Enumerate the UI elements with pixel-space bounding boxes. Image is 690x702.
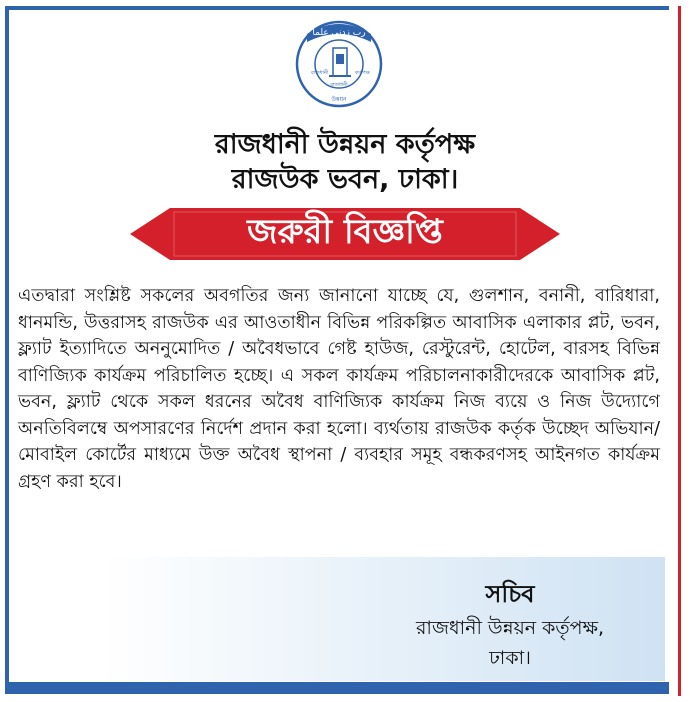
emblem-script: رب زدني علما	[312, 28, 366, 38]
signatory-city: ঢাকা।	[489, 647, 531, 669]
frame-bottom-strip	[5, 682, 669, 694]
organization-address: রাজউক ভবন, ঢাকা।	[231, 164, 459, 195]
emblem-bottom-label: উন্নয়ন	[331, 96, 347, 103]
signatory-title: সচিব	[485, 580, 535, 608]
red-margin-rule	[678, 6, 681, 696]
emblem-ring-left: রাজধানী	[311, 70, 329, 76]
banner-title: জরুরী বিজ্ঞপ্তি	[247, 211, 443, 252]
notice-body: এতদ্বারা সংশ্লিষ্ট সকলের অবগতির জন্য জানানো যাচ্ছে যে, গুলশান, বনানী, বারিধারা, ধানমন্ডি, উত্তরাসহ রাজউক এর আওতাধীন বিভিন্ন পরিকল্পিত আবাসিক এলাকার প্লট, ভবন, ফ্ল্যাট ইত্যাদিতে অননুমোদিত / অবৈধভাবে গেষ্ট হাউজ, রেস্টুরেন্ট, হোটেল, বারসহ বিভিন্ন বাণিজ্যিক কার্যক্রম পরিচালিত হচ্ছে। এ সকল কার্যক্রম পরিচালনাকারীদেরকে আবাসিক প্লট, ভবন, ফ্ল্যাট থেকে সকল ধরনের অবৈধ বাণিজ্যিক কার্যক্রম নিজ ব্যয়ে ও নিজ উদ্যোগে অনতিবিলম্বে অপসারণের নির্দেশ প্রদান করা হলো। ব্যর্থতায় রাজউক কর্তৃক উচ্ছেদ অভিযান/মোবাইল কোর্টের মাধ্যমে উক্ত অবৈধ স্থাপনা / ব্যবহার সমূহ বন্ধকরণসহ আইনগত কার্যক্রম গ্রহণ করা হবে।	[18, 286, 660, 492]
rajuk-emblem-icon	[289, 12, 389, 108]
organization-name: রাজধানী উন্নয়ন কর্তৃপক্ষ	[214, 129, 476, 160]
emblem-center-label: রাজধানী	[330, 82, 348, 88]
emblem-ring-right: কর্তৃপক্ষ	[355, 70, 370, 76]
signatory-organization: রাজধানী উন্নয়ন কর্তৃপক্ষ,	[415, 617, 605, 639]
